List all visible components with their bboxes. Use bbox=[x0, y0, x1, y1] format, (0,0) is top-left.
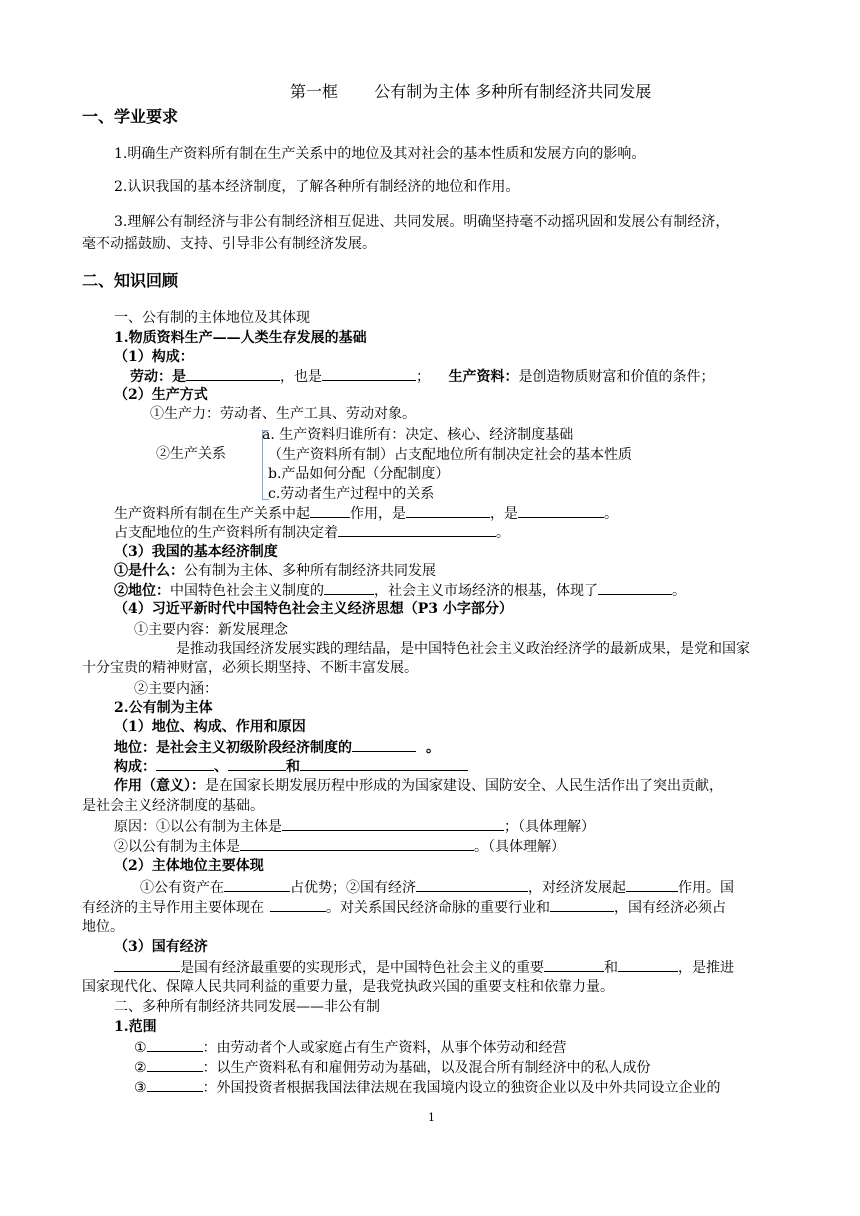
composition-fill-line bbox=[114, 757, 468, 776]
requirement-item-1: 1.明确生产资料所有制在生产关系中的地位及其对社会的基本性质和发展方向的影响。 bbox=[114, 146, 646, 162]
text-fragment: ，是 bbox=[490, 506, 518, 522]
text-fragment: 。 bbox=[426, 740, 440, 756]
text-fragment: 。 bbox=[604, 506, 618, 522]
subheading-production-mode: （2）生产方式 bbox=[114, 387, 208, 403]
blank-field[interactable] bbox=[282, 817, 504, 831]
text-fragment: 作用，是 bbox=[350, 506, 406, 522]
text-fragment: 占优势；②国有经济 bbox=[290, 880, 416, 896]
production-relations-label: ②生产关系 bbox=[156, 446, 226, 462]
text-fragment: 构成： bbox=[114, 759, 156, 775]
blank-field[interactable] bbox=[338, 523, 496, 537]
subheading-main-status: （2）主体地位主要体现 bbox=[114, 858, 264, 874]
blank-field[interactable] bbox=[240, 837, 474, 851]
state-economy-line bbox=[114, 958, 734, 977]
blank-field[interactable] bbox=[147, 1078, 203, 1092]
text-fragment: 和 bbox=[286, 759, 300, 775]
title-part2: 公有制为主体 多种所有制经济共同发展 bbox=[374, 82, 652, 101]
labor-line bbox=[130, 367, 714, 386]
blank-field[interactable] bbox=[518, 504, 604, 518]
text-fragment: ，对经济发展起 bbox=[528, 880, 626, 896]
relation-item-a: a. 生产资料归谁所有：决定、核心、经济制度基础 bbox=[262, 427, 574, 443]
text-fragment: 是创造物质财富和价值的条件； bbox=[518, 369, 715, 385]
blank-field[interactable] bbox=[322, 367, 416, 381]
title-part1: 第一框 bbox=[290, 82, 339, 101]
page-number: 1 bbox=[428, 1111, 435, 1124]
outline-part-1: 一、公有制的主体地位及其体现 bbox=[114, 310, 310, 326]
text-fragment: 中国特色社会主义制度的 bbox=[170, 583, 324, 599]
heading-public-ownership: 2.公有制为主体 bbox=[114, 700, 213, 716]
text-fragment: 占支配地位的生产资料所有制决定着 bbox=[114, 525, 338, 541]
text-fragment: 地位：是社会主义初级阶段经济制度的 bbox=[114, 740, 352, 756]
what-is-line bbox=[114, 562, 436, 580]
blank-field[interactable] bbox=[406, 504, 490, 518]
text-fragment: ：由劳动者个人或家庭占有生产资料，从事个体劳动和经营 bbox=[202, 1040, 567, 1056]
blank-field[interactable] bbox=[228, 757, 286, 771]
requirement-item-2: 2.认识我国的基本经济制度，了解各种所有制经济的地位和作用。 bbox=[114, 179, 520, 195]
text-fragment: 公有制为主体、多种所有制经济共同发展 bbox=[184, 563, 436, 579]
blank-field[interactable] bbox=[114, 958, 180, 972]
text-fragment: 。 bbox=[496, 525, 510, 541]
dominant-ownership-line bbox=[114, 523, 510, 542]
paragraph-line: 是推动我国经济发展实践的理结晶，是中国特色社会主义政治经济学的最新成果，是党和国家 bbox=[176, 641, 750, 657]
blank-field[interactable] bbox=[156, 757, 214, 771]
labor-label: 劳动：是 bbox=[130, 369, 186, 385]
section-heading-requirements: 一、学业要求 bbox=[82, 107, 179, 126]
outline-part-2: 二、多种所有制经济共同发展——非公有制 bbox=[114, 999, 380, 1015]
blank-field[interactable] bbox=[618, 958, 678, 972]
text-fragment: 是国有经济最重要的实现形式，是中国特色社会主义的重要 bbox=[180, 960, 544, 976]
blank-field[interactable] bbox=[270, 898, 326, 912]
subheading-xi-thought: （4）习近平新时代中国特色社会主义经济思想（P3 小字部分） bbox=[114, 601, 513, 617]
relation-item-c: c.劳动者生产过程中的关系 bbox=[268, 486, 435, 502]
role-line-cont: 是社会主义经济制度的基础。 bbox=[82, 798, 264, 814]
text-fragment: 和 bbox=[604, 960, 618, 976]
text-fragment: 生产资料所有制在生产关系中起 bbox=[114, 506, 310, 522]
main-connotation-line: ②主要内涵： bbox=[134, 681, 218, 697]
status-fill-line bbox=[114, 738, 440, 757]
text-fragment: ② bbox=[134, 1060, 147, 1076]
text-fragment: 作用。国 bbox=[678, 880, 734, 896]
blank-field[interactable] bbox=[310, 504, 350, 518]
state-economy-line-2: 国家现代化、保障人民共同利益的重要力量，是我党执政兴国的重要支柱和依靠力量。 bbox=[82, 979, 614, 995]
reason-line-1 bbox=[114, 817, 595, 836]
subheading-basic-system: （3）我国的基本经济制度 bbox=[114, 544, 278, 560]
blank-field[interactable] bbox=[147, 1038, 203, 1052]
role-line bbox=[114, 777, 723, 795]
text-fragment: 、 bbox=[214, 759, 228, 775]
blank-field[interactable] bbox=[416, 878, 528, 892]
text-fragment: ； bbox=[416, 369, 430, 385]
text-fragment: 。对关系国民经济命脉的重要行业和 bbox=[326, 900, 550, 916]
paragraph-line: 十分宝贵的精神财富，必须长期坚持、不断丰富发展。 bbox=[82, 660, 418, 676]
text-fragment: ① bbox=[134, 1040, 147, 1056]
text-fragment: ②以公有制为主体是 bbox=[114, 839, 240, 855]
subheading-composition: （1）构成： bbox=[114, 349, 194, 365]
text-fragment: 。（具体理解） bbox=[474, 839, 565, 855]
page-title bbox=[290, 83, 651, 101]
text-fragment: ，国有经济必须占 bbox=[614, 900, 726, 916]
relation-item-a-note: （生产资料所有制）占支配地位所有制决定社会的基本性质 bbox=[268, 447, 632, 463]
blank-field[interactable] bbox=[147, 1058, 203, 1072]
label: ②地位： bbox=[114, 583, 170, 599]
text-fragment: ；（具体理解） bbox=[504, 819, 595, 835]
text-fragment: ，社会主义市场经济的根基，体现了 bbox=[374, 583, 598, 599]
text-fragment: ，也是 bbox=[280, 369, 322, 385]
text-fragment: ，是推进 bbox=[678, 960, 734, 976]
section-heading-review: 二、知识回顾 bbox=[82, 271, 179, 290]
subheading-status-composition: （1）地位、构成、作用和原因 bbox=[114, 719, 306, 735]
text-fragment: 有经济的主导作用主要体现在 bbox=[82, 900, 264, 916]
blank-field[interactable] bbox=[324, 581, 374, 595]
blank-field[interactable] bbox=[544, 958, 604, 972]
scope-item-1 bbox=[134, 1038, 567, 1057]
status-detail-line-3: 地位。 bbox=[82, 919, 124, 935]
relation-item-b: b.产品如何分配（分配制度） bbox=[268, 466, 450, 482]
heading-material-production: 1.物质资料生产——人类生存发展的基础 bbox=[114, 330, 367, 346]
text-fragment: 原因：①以公有制为主体是 bbox=[114, 819, 282, 835]
heading-scope: 1.范围 bbox=[114, 1019, 157, 1035]
blank-field[interactable] bbox=[598, 581, 672, 595]
requirement-item-3: 3.理解公有制经济与非公有制经济相互促进、共同发展。明确坚持毫不动摇巩固和发展公有制经济， bbox=[114, 214, 730, 230]
blank-field[interactable] bbox=[300, 757, 468, 771]
text-fragment: 。 bbox=[672, 583, 686, 599]
subheading-state-economy: （3）国有经济 bbox=[114, 939, 208, 955]
blank-field[interactable] bbox=[186, 367, 280, 381]
text-fragment: ：外国投资者根据我国法律法规在我国境内设立的独资企业以及中外共同设立企业的 bbox=[202, 1080, 721, 1096]
blank-field[interactable] bbox=[224, 878, 290, 892]
label: 作用（意义）： bbox=[114, 778, 205, 794]
ownership-role-line bbox=[114, 504, 618, 523]
status-detail-line bbox=[140, 878, 734, 897]
status-detail-line-2 bbox=[82, 898, 726, 917]
blank-field[interactable] bbox=[626, 878, 678, 892]
main-content-line: ①主要内容：新发展理念 bbox=[134, 622, 288, 638]
reason-line-2 bbox=[114, 837, 565, 856]
scope-item-2 bbox=[134, 1058, 651, 1077]
scope-item-3 bbox=[134, 1078, 721, 1097]
text-fragment: ③ bbox=[134, 1080, 147, 1096]
text-fragment: 是在国家长期发展历程中形成的为国家建设、国防安全、人民生活作出了突出贡献， bbox=[205, 778, 723, 794]
status-line bbox=[114, 581, 686, 600]
label: ①是什么： bbox=[114, 563, 184, 579]
means-label: 生产资料： bbox=[448, 369, 519, 385]
text-fragment: ：以生产资料私有和雇佣劳动为基础，以及混合所有制经济中的私人成份 bbox=[202, 1060, 651, 1076]
productivity-line: ①生产力：劳动者、生产工具、劳动对象。 bbox=[150, 406, 416, 422]
blank-field[interactable] bbox=[352, 738, 416, 752]
requirement-item-3-cont: 毫不动摇鼓励、支持、引导非公有制经济发展。 bbox=[82, 236, 376, 252]
blank-field[interactable] bbox=[550, 898, 614, 912]
text-fragment: ①公有资产在 bbox=[140, 880, 224, 896]
